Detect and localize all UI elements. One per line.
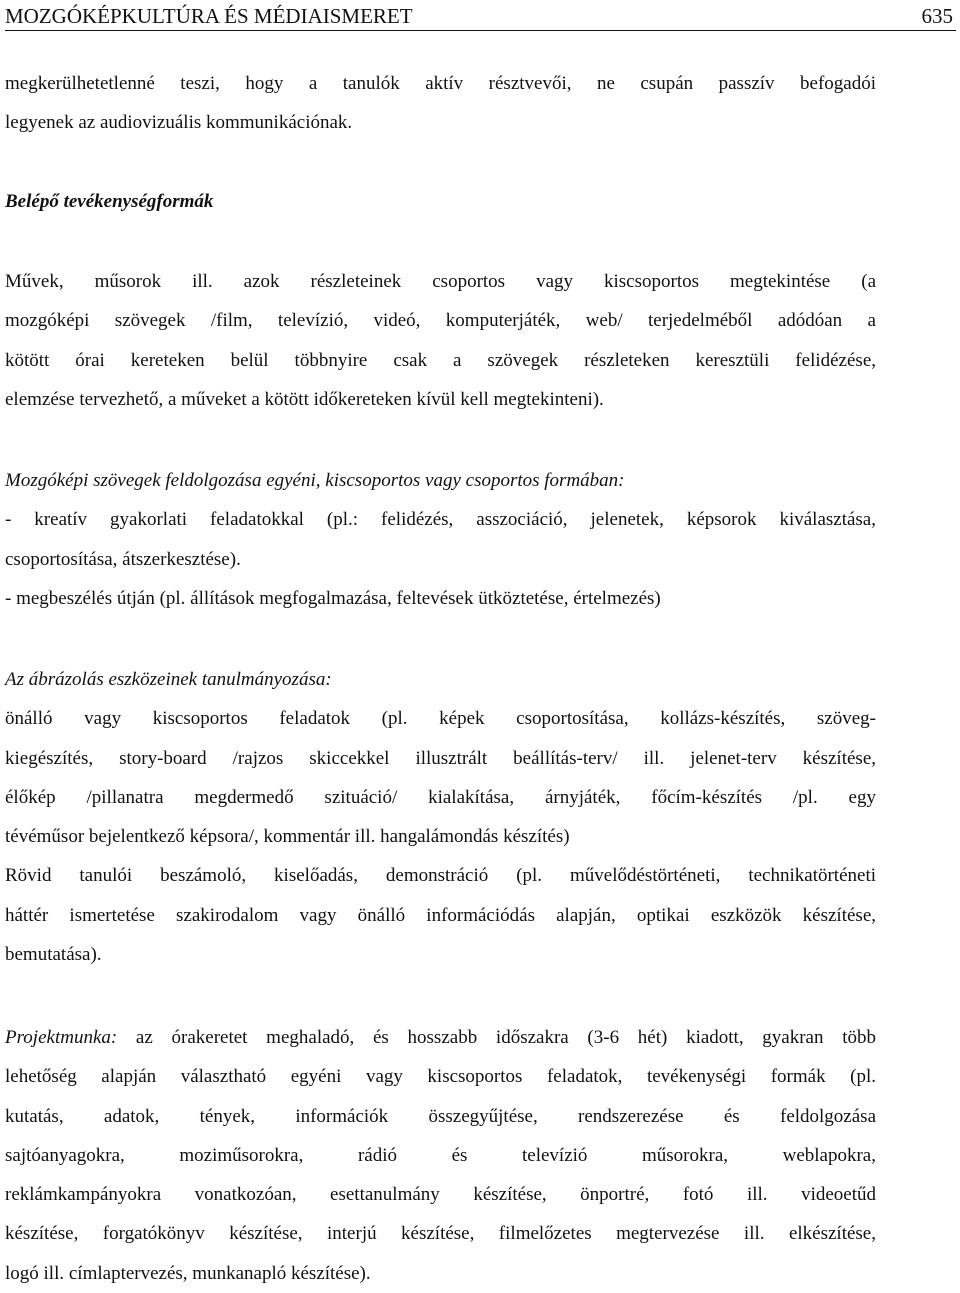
text-line: készítése, forgatókönyv készítése, interjú készítése, filmelőzetes megtervezése ill. elkészítése, — [5, 1223, 876, 1245]
text-line: - kreatív gyakorlati feladatokkal (pl.: felidézés, asszociáció, jelenetek, képsorok kiválasztása, — [5, 509, 876, 531]
page-header — [5, 2, 956, 31]
text-line: logó ill. címlaptervezés, munkanapló készítése). — [5, 1262, 371, 1284]
text-line: - megbeszélés útján (pl. állítások megfogalmazása, feltevések ütköztetése, értelmezés) — [5, 587, 661, 609]
page-number: 635 — [921, 4, 953, 28]
project-section — [5, 1018, 876, 1293]
text-line: csoportosítása, átszerkesztése). — [5, 548, 241, 570]
text-line: elemzése tervezhető, a műveket a kötött időkereteken kívül kell megtekinteni). — [5, 388, 604, 410]
intro-paragraph — [5, 64, 876, 143]
text-line: háttér ismertetése szakirodalom vagy önálló információdás alapján, optikai eszközök készítése, — [5, 904, 876, 926]
text-line: önálló vagy kiscsoportos feladatok (pl. képek csoportosítása, kollázs-készítés, szöveg- — [5, 708, 876, 730]
text-line — [5, 1018, 876, 1057]
text-line: legyenek az audiovizuális kommunikációnak. — [5, 112, 353, 134]
text-line: megkerülhetetlenné teszi, hogy a tanulók aktív résztvevői, ne csupán passzív befogadói — [5, 73, 876, 94]
text-line: Rövid tanulói beszámoló, kiselőadás, demonstráció (pl. művelődéstörténeti, technikatörténeti — [5, 865, 876, 887]
processing-section — [5, 461, 876, 618]
text-line: reklámkampányokra vonatkozóan, esettanulmány készítése, önportré, fotó ill. videoetűd — [5, 1184, 876, 1206]
section-heading-text: Belépő tevékenységformák — [5, 191, 214, 212]
text-line: Művek, műsorok ill. azok részleteinek csoportos vagy kiscsoportos megtekintése (a — [5, 271, 876, 292]
section-heading — [5, 182, 876, 221]
subsection-heading: Mozgóképi szövegek feldolgozása egyéni, kiscsoportos vagy csoportos formában: — [5, 470, 625, 491]
text-line: lehetőség alapján választható egyéni vagy kiscsoportos feladatok, tevékenységi formák (pl. — [5, 1066, 876, 1088]
text-line: mozgóképi szövegek /film, televízió, videó, komputerjáték, web/ terjedelméből adódóan a — [5, 310, 876, 332]
representation-section — [5, 660, 876, 974]
running-title: MOZGÓKÉPKULTÚRA ÉS MÉDIAISMERET — [5, 4, 413, 28]
project-first-line: az órakeretet meghaladó, és hosszabb időszakra (3-6 hét) kiadott, gyakran több — [117, 1027, 876, 1048]
text-line: tévéműsor bejelentkező képsora/, kommentár ill. hangalámondás készítés) — [5, 826, 570, 848]
text-line: kiegészítés, story-board /rajzos skiccekkel illusztrált beállítás-terv/ ill. jelenet-terv készítése, — [5, 747, 876, 769]
text-line: sajtóanyagokra, moziműsorokra, rádió és televízió műsorokra, weblapokra, — [5, 1144, 876, 1166]
project-label: Projektmunka: — [5, 1027, 118, 1048]
subsection-heading: Az ábrázolás eszközeinek tanulmányozása: — [5, 669, 332, 690]
works-paragraph — [5, 262, 876, 419]
text-line: bemutatása). — [5, 944, 102, 966]
text-line: élőkép /pillanatra megdermedő szituáció/ kialakítása, árnyjáték, főcím-készítés /pl. egy — [5, 786, 876, 808]
text-line: kutatás, adatok, tények, információk összegyűjtése, rendszerezése és feldolgozása — [5, 1105, 876, 1127]
text-line: kötött órai kereteken belül többnyire csak a szövegek részleteken keresztüli felidézése, — [5, 349, 876, 371]
